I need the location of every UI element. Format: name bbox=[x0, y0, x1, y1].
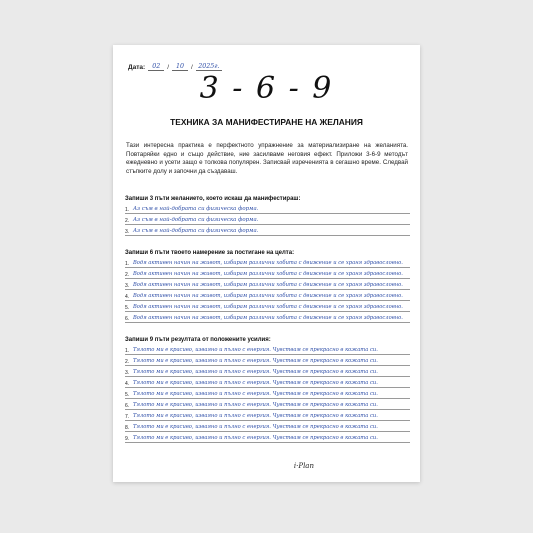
intro-paragraph: Тази интересна практика е перфектното упражнение за материализиране на желанията. Повтаряйки едно и също действие, ние засилваме неговия ефект. Приложи 3-6-9 методът ежедневно и усети защо е толкова популярен. Записвай изреченията в сегашно време. Следвай стъпките долу и започни да създаваш. bbox=[126, 142, 408, 175]
section-heading: Запиши 3 пъти желанието, което искаш да манифестираш: bbox=[125, 196, 301, 202]
writing-line[interactable] bbox=[125, 432, 410, 443]
section-six-times bbox=[125, 250, 410, 323]
line-number: 5. bbox=[125, 392, 130, 398]
writing-line[interactable] bbox=[125, 410, 410, 421]
writing-line[interactable] bbox=[125, 377, 410, 388]
line-number: 4. bbox=[125, 381, 130, 387]
line-text: Водя активен начин на живот, избирам различни хобита с движение и се храня здравословно. bbox=[133, 293, 403, 299]
line-text: Водя активен начин на живот, избирам различни хобита с движение и се храня здравословно. bbox=[133, 315, 403, 321]
date-field bbox=[128, 63, 222, 71]
section-heading: Запиши 6 пъти твоето намерение за постигане на целта: bbox=[125, 250, 295, 256]
page-title: 3 - 6 - 9 bbox=[199, 71, 334, 106]
writing-line[interactable] bbox=[125, 355, 410, 366]
line-text: Тялото ми е красиво, изваяно и пълно с енергия. Чувствам се прекрасно в кожата си. bbox=[133, 369, 378, 375]
writing-line[interactable] bbox=[125, 366, 410, 377]
line-number: 3. bbox=[125, 283, 130, 289]
line-text: Водя активен начин на живот, избирам различни хобита с движение и се храня здравословно. bbox=[133, 282, 403, 288]
line-text: Тялото ми е красиво, изваяно и пълно с енергия. Чувствам се прекрасно в кожата си. bbox=[133, 435, 378, 441]
line-number: 2. bbox=[125, 359, 130, 365]
writing-line[interactable] bbox=[125, 279, 410, 290]
page-subtitle: ТЕХНИКА ЗА МАНИФЕСТИРАНЕ НА ЖЕЛАНИЯ bbox=[170, 117, 363, 127]
line-text: Тялото ми е красиво, изваяно и пълно с енергия. Чувствам се прекрасно в кожата си. bbox=[133, 358, 378, 364]
date-day-value[interactable]: 02 bbox=[148, 63, 164, 71]
writing-line[interactable] bbox=[125, 225, 410, 236]
line-number: 7. bbox=[125, 414, 130, 420]
date-separator: / bbox=[191, 64, 193, 71]
writing-line[interactable] bbox=[125, 344, 410, 355]
date-label: Дата: bbox=[128, 64, 146, 71]
worksheet-page bbox=[113, 45, 420, 482]
line-text: Тялото ми е красиво, изваяно и пълно с енергия. Чувствам се прекрасно в кожата си. bbox=[133, 402, 378, 408]
line-text: Аз съм в най-добрата си физическа форма. bbox=[133, 217, 259, 223]
line-number: 1. bbox=[125, 348, 130, 354]
section-heading: Запиши 9 пъти резултата от положените усилия: bbox=[125, 337, 271, 343]
brand-logo: i·Plan bbox=[293, 462, 314, 470]
line-text: Тялото ми е красиво, изваяно и пълно с енергия. Чувствам се прекрасно в кожата си. bbox=[133, 347, 378, 353]
line-text: Аз съм в най-добрата си физическа форма. bbox=[133, 206, 259, 212]
line-text: Тялото ми е красиво, изваяно и пълно с енергия. Чувствам се прекрасно в кожата си. bbox=[133, 380, 378, 386]
line-text: Водя активен начин на живот, избирам различни хобита с движение и се храня здравословно. bbox=[133, 304, 403, 310]
writing-line[interactable] bbox=[125, 301, 410, 312]
line-number: 1. bbox=[125, 261, 130, 267]
writing-line[interactable] bbox=[125, 421, 410, 432]
line-number: 2. bbox=[125, 272, 130, 278]
line-text: Тялото ми е красиво, изваяно и пълно с енергия. Чувствам се прекрасно в кожата си. bbox=[133, 391, 378, 397]
line-text: Тялото ми е красиво, изваяно и пълно с енергия. Чувствам се прекрасно в кожата си. bbox=[133, 413, 378, 419]
section-nine-times bbox=[125, 337, 410, 443]
date-separator: / bbox=[167, 64, 170, 71]
line-number: 9. bbox=[125, 436, 130, 442]
line-text: Водя активен начин на живот, избирам различни хобита с движение и се храня здравословно. bbox=[133, 260, 403, 266]
writing-line[interactable] bbox=[125, 268, 410, 279]
line-number: 1. bbox=[125, 207, 130, 213]
writing-line[interactable] bbox=[125, 214, 410, 225]
date-year-value[interactable]: 2025г. bbox=[196, 63, 222, 71]
writing-line[interactable] bbox=[125, 290, 410, 301]
line-number: 8. bbox=[125, 425, 130, 431]
line-number: 6. bbox=[125, 403, 130, 409]
section-three-times bbox=[125, 196, 410, 236]
line-number: 2. bbox=[125, 218, 130, 224]
line-number: 3. bbox=[125, 229, 130, 235]
line-text: Водя активен начин на живот, избирам различни хобита с движение и се храня здравословно. bbox=[133, 271, 403, 277]
writing-line[interactable] bbox=[125, 312, 410, 323]
line-text: Тялото ми е красиво, изваяно и пълно с енергия. Чувствам се прекрасно в кожата си. bbox=[133, 424, 378, 430]
writing-line[interactable] bbox=[125, 399, 410, 410]
date-month-value[interactable]: 10 bbox=[172, 63, 188, 71]
writing-line[interactable] bbox=[125, 388, 410, 399]
line-number: 6. bbox=[125, 316, 130, 322]
line-number: 5. bbox=[125, 305, 130, 311]
line-number: 4. bbox=[125, 294, 130, 300]
writing-line[interactable] bbox=[125, 203, 410, 214]
line-number: 3. bbox=[125, 370, 130, 376]
writing-line[interactable] bbox=[125, 257, 410, 268]
line-text: Аз съм в най-добрата си физическа форма. bbox=[133, 228, 259, 234]
